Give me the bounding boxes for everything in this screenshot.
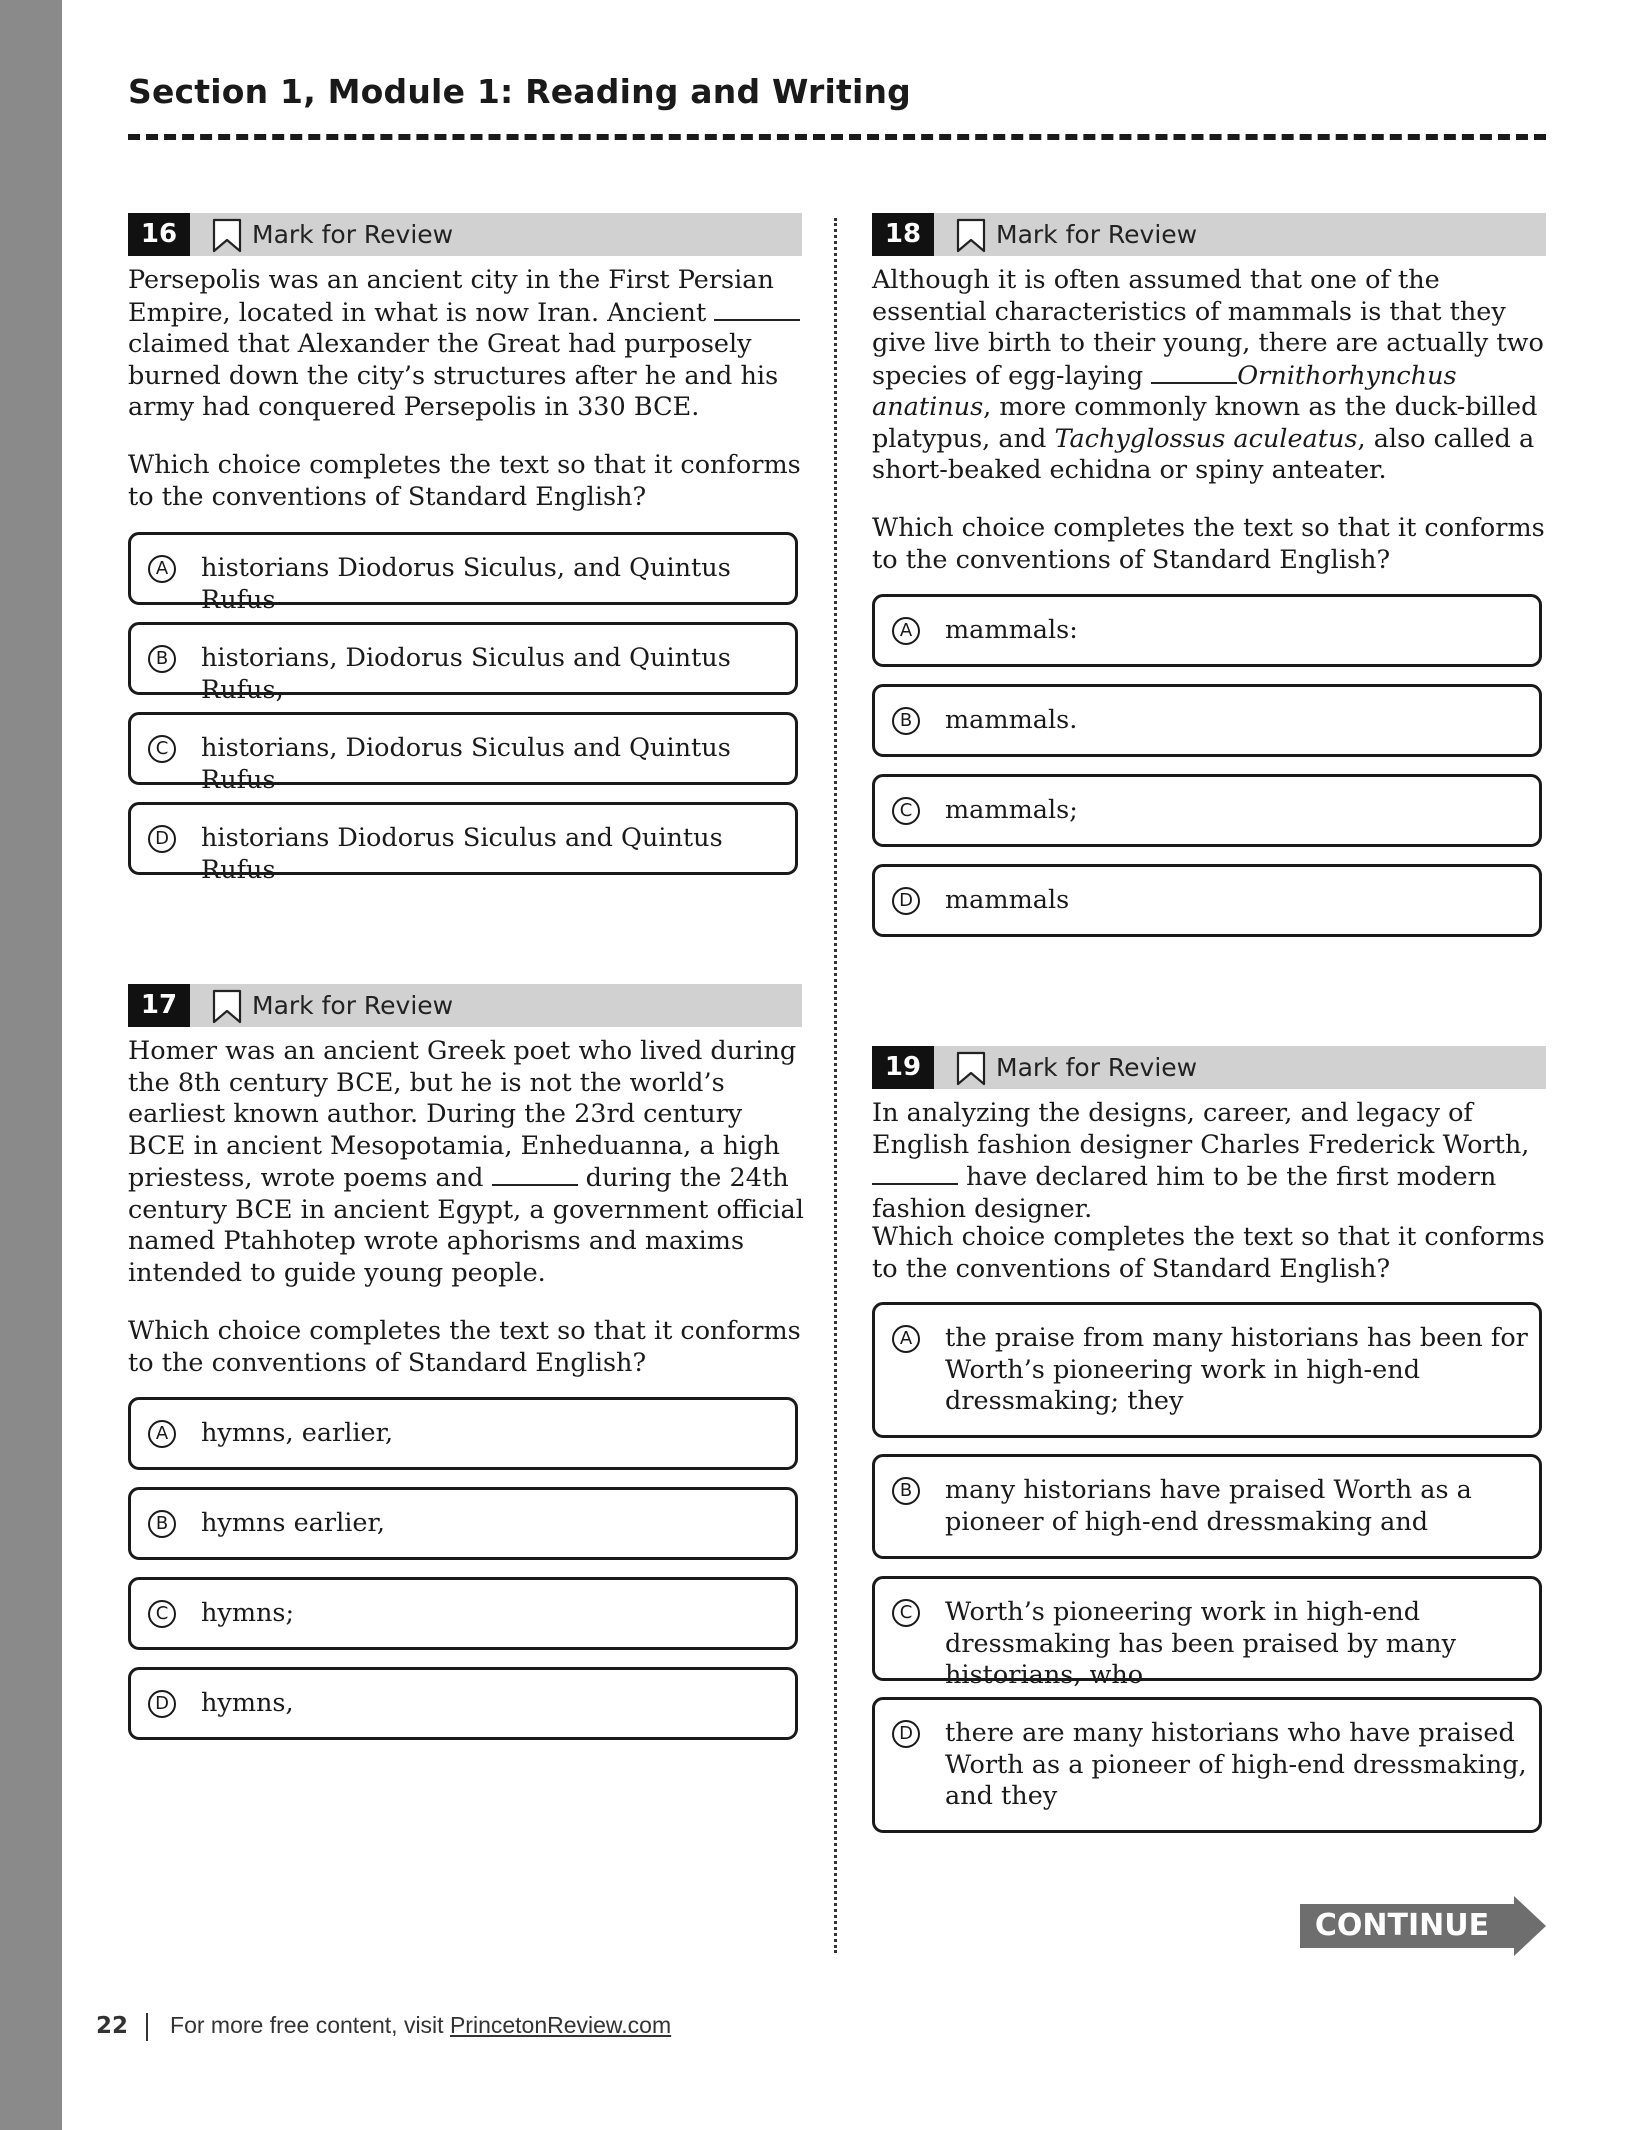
option-letter: C — [148, 1600, 176, 1628]
mark-for-review-label[interactable]: Mark for Review — [252, 991, 454, 1020]
option-letter: B — [892, 1477, 920, 1505]
option-letter: A — [148, 555, 176, 583]
answer-option-a[interactable] — [128, 532, 798, 615]
mark-for-review-label[interactable]: Mark for Review — [252, 220, 454, 249]
question-19-prompt: Which choice completes the text so that it conforms to the conventions of Standard English? — [872, 1222, 1545, 1284]
answer-option-b[interactable] — [872, 1454, 1542, 1559]
bookmark-icon[interactable] — [956, 218, 986, 253]
option-letter: D — [148, 825, 176, 853]
option-text: mammals — [945, 885, 1070, 915]
option-text: hymns; — [201, 1598, 295, 1628]
option-text: historians Diodorus Siculus, and Quintus Rufus — [201, 553, 731, 615]
footer-text: For more free content, visit — [170, 2012, 450, 2038]
question-19-header — [872, 1046, 1546, 1089]
option-text: many historians have praised Worth as a pioneer of high-end dressmaking and — [945, 1475, 1472, 1537]
question-number: 17 — [128, 984, 190, 1027]
answer-option-d[interactable] — [872, 1697, 1542, 1833]
answer-option-d[interactable] — [128, 802, 798, 885]
answer-option-c[interactable] — [128, 712, 798, 795]
answer-blank — [1151, 360, 1237, 384]
option-letter: D — [892, 1720, 920, 1748]
footer-separator — [146, 2013, 148, 2041]
question-16-passage: Persepolis was an ancient city in the First Persian Empire, located in what is now Iran. Ancient claimed that Alexander the Great had purposely burned down the city’s structures after he and his army had conquered Persepolis in 330 BCE. — [128, 265, 804, 424]
answer-option-c[interactable] — [872, 774, 1542, 847]
option-text: mammals; — [945, 795, 1078, 825]
answer-option-a[interactable] — [872, 594, 1542, 667]
option-letter: D — [892, 887, 920, 915]
option-text: Worth’s pioneering work in high-end dressmaking has been praised by many historians, who — [945, 1597, 1456, 1690]
option-text: hymns earlier, — [201, 1508, 386, 1538]
option-letter: A — [892, 1325, 920, 1353]
answer-blank — [492, 1162, 578, 1186]
option-text: historians, Diodorus Siculus and Quintus Rufus, — [201, 643, 731, 705]
option-text: mammals: — [945, 615, 1078, 645]
answer-option-a[interactable] — [872, 1302, 1542, 1438]
question-number: 18 — [872, 213, 934, 256]
option-text: mammals. — [945, 705, 1078, 735]
question-17-passage: Homer was an ancient Greek poet who lived during the 8th century BCE, but he is not the world’s earliest known author. During the 23rd century BCE in ancient Mesopotamia, Enheduanna, a high priestess, wrote poems and during the 24th century BCE in ancient Egypt, a government official named Ptahhotep wrote aphorisms and maxims intended to guide young people. — [128, 1036, 804, 1288]
answer-option-a[interactable] — [128, 1397, 798, 1470]
answer-option-b[interactable] — [872, 684, 1542, 757]
answer-option-b[interactable] — [128, 622, 798, 705]
question-number: 16 — [128, 213, 190, 256]
bookmark-icon[interactable] — [212, 989, 242, 1024]
question-17-header — [128, 984, 802, 1027]
answer-option-d[interactable] — [128, 1667, 798, 1740]
option-letter: B — [148, 645, 176, 673]
page-gutter — [0, 0, 62, 2130]
continue-button[interactable] — [1300, 1896, 1548, 1956]
title-rule — [128, 134, 1546, 140]
option-text: hymns, — [201, 1688, 294, 1718]
option-letter: C — [148, 735, 176, 763]
option-text: the praise from many historians has been for Worth’s pioneering work in high-end dressmaking; they — [945, 1323, 1528, 1416]
question-18-header — [872, 213, 1546, 256]
option-text: historians, Diodorus Siculus and Quintus Rufus — [201, 733, 731, 795]
question-18-prompt: Which choice completes the text so that it conforms to the conventions of Standard English? — [872, 513, 1545, 575]
bookmark-icon[interactable] — [212, 218, 242, 253]
option-letter: B — [148, 1510, 176, 1538]
question-18-passage: Although it is often assumed that one of the essential characteristics of mammals is that they give live birth to their young, there are actually two species of egg-laying Ornithorhynchus anatinus, more commonly known as the duck-billed platypus, and Tachyglossus aculeatus, also called a short-beaked echidna or spiny anteater. — [872, 265, 1544, 485]
question-number: 19 — [872, 1046, 934, 1089]
footer-link[interactable]: PrincetonReview.com — [449, 2012, 672, 2038]
answer-option-c[interactable] — [128, 1577, 798, 1650]
option-letter: D — [148, 1690, 176, 1718]
option-letter: C — [892, 1599, 920, 1627]
option-letter: A — [148, 1420, 176, 1448]
page-footer — [96, 2012, 671, 2041]
page-number: 22 — [96, 2013, 129, 2039]
option-letter: A — [892, 617, 920, 645]
section-title: Section 1, Module 1: Reading and Writing — [128, 72, 911, 111]
question-17-prompt: Which choice completes the text so that it conforms to the conventions of Standard English? — [128, 1316, 801, 1378]
question-19-passage: In analyzing the designs, career, and legacy of English fashion designer Charles Frederick Worth, have declared him to be the first modern fashion designer. — [872, 1098, 1530, 1224]
option-letter: B — [892, 707, 920, 735]
option-text: there are many historians who have praised Worth as a pioneer of high-end dressmaking, and they — [945, 1718, 1527, 1811]
mark-for-review-label[interactable]: Mark for Review — [996, 1053, 1198, 1082]
answer-option-b[interactable] — [128, 1487, 798, 1560]
option-letter: C — [892, 797, 920, 825]
answer-option-c[interactable] — [872, 1576, 1542, 1690]
mark-for-review-label[interactable]: Mark for Review — [996, 220, 1198, 249]
answer-blank — [714, 297, 800, 321]
continue-label: CONTINUE — [1314, 1908, 1490, 1943]
option-text: hymns, earlier, — [201, 1418, 394, 1448]
answer-blank — [872, 1161, 958, 1185]
option-text: historians Diodorus Siculus and Quintus Rufus — [201, 823, 723, 885]
question-16-header — [128, 213, 802, 256]
bookmark-icon[interactable] — [956, 1051, 986, 1086]
answer-option-d[interactable] — [872, 864, 1542, 937]
question-16-prompt: Which choice completes the text so that it conforms to the conventions of Standard English? — [128, 450, 801, 512]
column-divider — [834, 218, 837, 1953]
